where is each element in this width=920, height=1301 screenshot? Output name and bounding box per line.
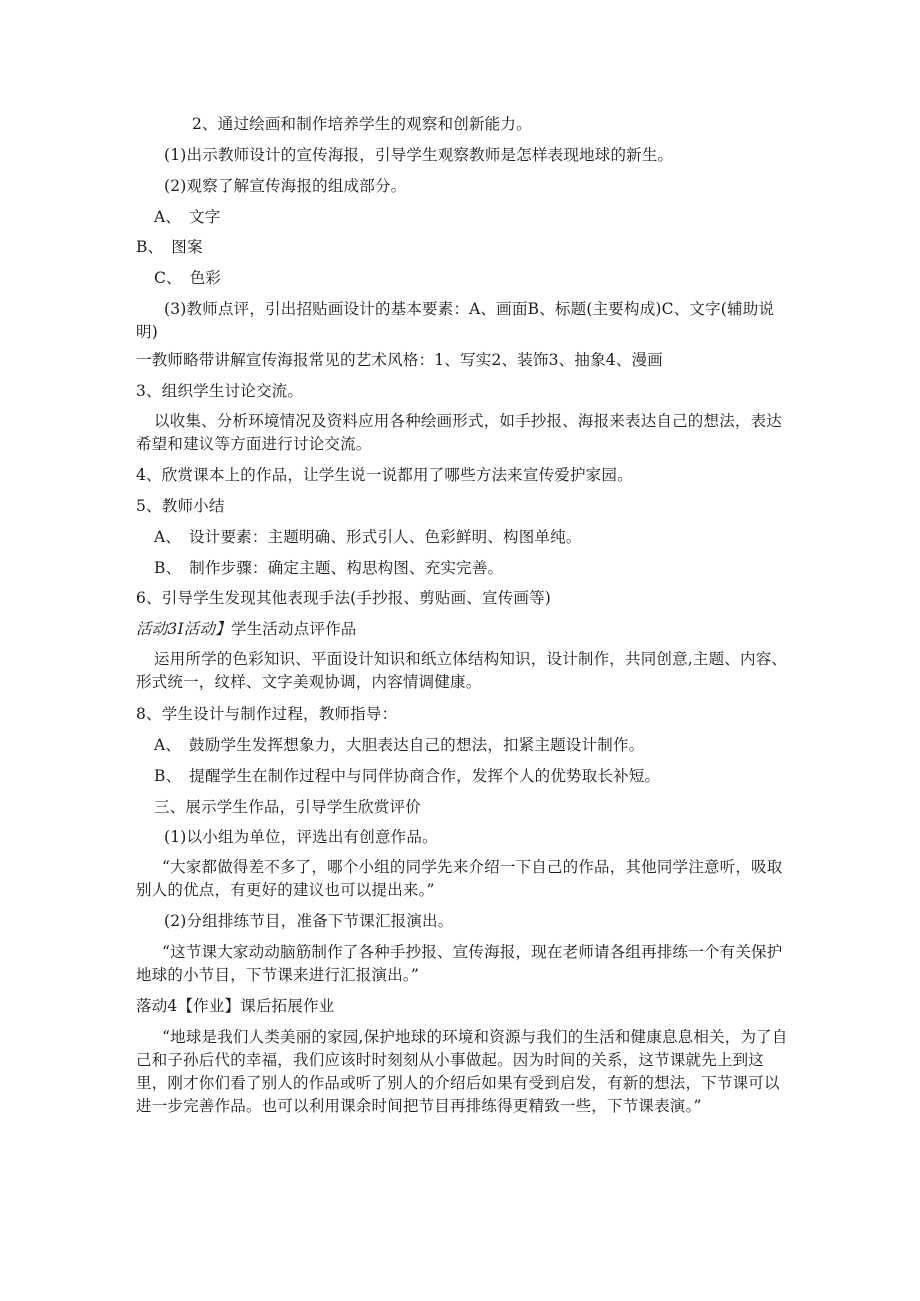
activity-3-text: 学生活动点评作品 (230, 620, 357, 638)
line-objective-2: 2、通过绘画和制作培养学生的观察和创新能力。 (192, 115, 532, 133)
line-item-c-color: C、 色彩 (154, 269, 222, 287)
line-design-knowledge: 运用所学的色彩知识、平面设计知识和纸立体结构知识，设计制作，共同创意,主题、内容、形式统一，纹样、文字美观协调，内容情调健康。 (136, 650, 788, 691)
line-point-6: 6、引导学生发现其他表现手法(手抄报、剪贴画、宣传画等) (136, 589, 552, 607)
line-point-8: 8、学生设计与制作过程，教师指导： (136, 705, 398, 723)
line-point-5: 5、教师小结 (136, 497, 225, 515)
line-quote-1: “大家都做得差不多了，哪个小组的同学先来介绍一下自己的作品，其他同学注意听，吸取别人的优点，有更好的建议也可以提出来。” (136, 858, 783, 899)
line-guide-a: A、 鼓励学生发挥想象力，大胆表达自己的想法，扣紧主题设计制作。 (154, 736, 645, 754)
line-summary-b: B、 制作步骤：确定主题、构思构图、充实完善。 (154, 559, 504, 577)
line-step-1: (1)出示教师设计的宣传海报，引导学生观察教师是怎样表现地球的新生。 (164, 146, 674, 164)
activity-3-label: 活动3I活动】 (136, 620, 231, 638)
line-point-4: 4、欣赏课本上的作品，让学生说一说都用了哪些方法来宣传爱护家园。 (136, 466, 633, 484)
line-activity-4: 落动4【作业】课后拓展作业 (136, 997, 335, 1015)
line-show-1: (1)以小组为单位，评选出有创意作品。 (164, 828, 438, 846)
line-point-3: 3、组织学生讨论交流。 (136, 382, 304, 400)
line-closing-quote: “地球是我们人类美丽的家园,保护地球的环境和资源与我们的生活和健康息息相关，为了自己和子孙后代的幸福，我们应该时时刻刻从小事做起。因为时间的关系，这节课就先上到这里，刚才你们看了别人的作品或听了别人的介绍后如果有受到启发，有新的想法，下节课可以进一步完善作品。也可以利用课余时间把节目再排练得更精致一些，下节课表演。” (136, 1028, 788, 1115)
line-section-3: 三、展示学生作品，引导学生欣赏评价 (154, 798, 421, 816)
line-summary-a: A、 设计要素：主题明确、形式引人、色彩鲜明、构图单纯。 (154, 528, 582, 546)
line-guide-b: B、 提醒学生在制作过程中与同伴协商合作，发挥个人的优势取长补短。 (154, 767, 661, 785)
line-activity-3 (136, 618, 357, 640)
line-art-styles: 一教师略带讲解宣传海报常见的艺术风格：1、写实2、装饰3、抽象4、漫画 (136, 351, 663, 369)
line-step-2: (2)观察了解宣传海报的组成部分。 (164, 177, 407, 195)
line-step-3: (3)教师点评，引出招贴画设计的基本要素：A、画面B、标题(主要构成)C、文字(辅助说明) (136, 300, 775, 341)
line-item-a-text: A、 文字 (154, 208, 221, 226)
line-discussion: 以收集、分析环境情况及资料应用各种绘画形式，如手抄报、海报来表达自己的想法，表达希望和建议等方面进行讨论交流。 (136, 412, 783, 453)
line-item-b-pattern: B、 图案 (136, 238, 203, 256)
line-show-2: (2)分组排练节目，准备下节课汇报演出。 (164, 912, 454, 930)
line-quote-2: “这节课大家动动脑筋制作了各种手抄报、宣传海报，现在老师请各组再排练一个有关保护地球的小节目，下节课来进行汇报演出。” (136, 943, 783, 984)
